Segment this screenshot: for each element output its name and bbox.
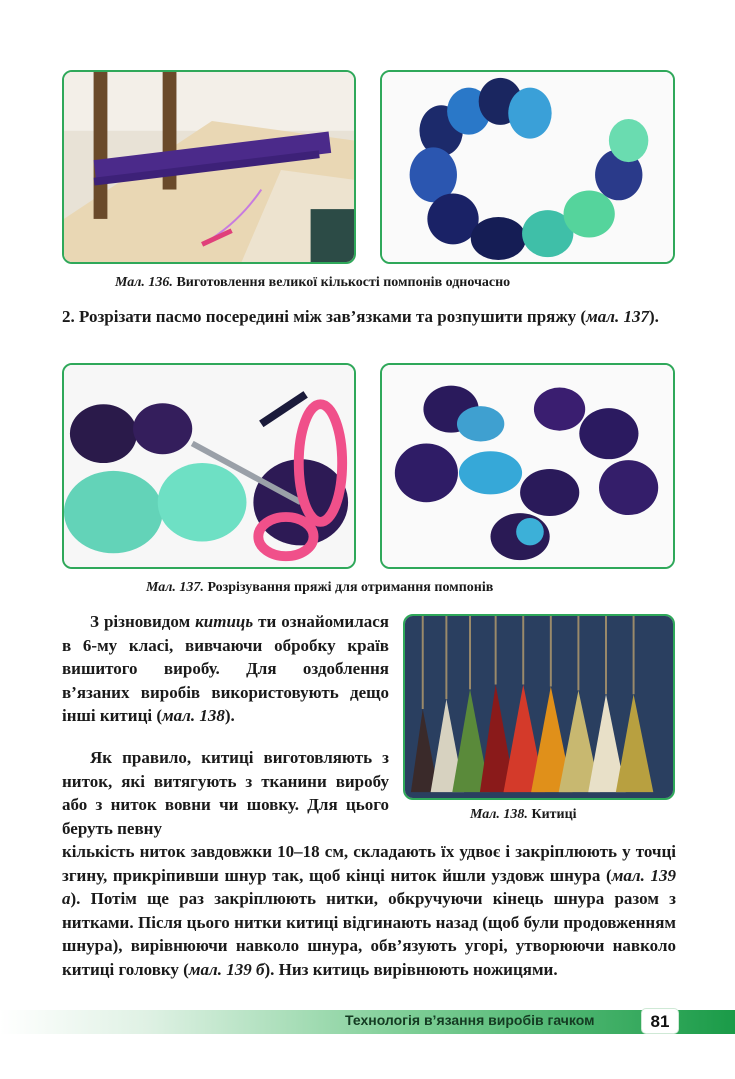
para2-a: Як правило, китиці виготовляють з ниток, які витягують з тканини виробу або з ниток вовни чи шовку. Для цього беруть певну xyxy=(62,748,389,838)
para1-a: З різновидом xyxy=(90,612,196,631)
paragraph-tassels-making xyxy=(62,746,389,840)
figure-137-caption xyxy=(146,580,493,596)
para3-b: ). Потім ще раз закріплюють нитки, обкручуючи кінець шнура разом з нитками. Після цього нитки китиці відгинають назад (щоб були продовженням шнура), вирівнюючи навколо шнура, обв’язують угорі, утворюючи навколо китиці головку ( xyxy=(62,889,676,979)
paragraph-tassels-intro xyxy=(62,610,389,728)
footer-book-title: Технологія в’язання виробів гачком xyxy=(345,1012,595,1028)
step-2-text-a: 2. Розрізати пасмо посередині між зав’язками та розпушити пряжу ( xyxy=(62,307,587,326)
photo-cutting-yarn xyxy=(62,363,356,569)
page-number: 81 xyxy=(641,1008,679,1034)
figure-136-caption xyxy=(115,275,510,291)
figure-138-caption xyxy=(470,807,577,823)
figure-138-label: Мал. 138. xyxy=(470,807,528,822)
photo-tassels xyxy=(403,614,675,800)
photo-pompon-chain xyxy=(380,70,675,264)
step-2-text xyxy=(62,305,676,329)
figure-137-text: Розрізування пряжі для отримання помпонів xyxy=(207,580,494,595)
term-tassels: китиць xyxy=(195,612,254,631)
figure-137-label: Мал. 137. xyxy=(146,580,204,595)
paragraph-tassels-steps xyxy=(62,840,676,981)
para1-c: ). xyxy=(224,706,235,725)
photo-cut-pompons xyxy=(380,363,675,569)
figure-136-text: Виготовлення великої кількості помпонів одночасно xyxy=(176,275,511,290)
step-2-text-b: ). xyxy=(648,307,659,326)
figure-138-text: Китиці xyxy=(531,807,577,822)
photo-yarn-wound-on-frame xyxy=(62,70,356,264)
para3-c: ). Низ китиць вирівнюють ножицями. xyxy=(264,959,558,979)
para3-ref1: мал. 139 а xyxy=(62,865,676,908)
para3-ref2: мал. 139 б xyxy=(188,959,265,979)
step-2-ref: мал. 137 xyxy=(586,307,649,326)
figure-136-label: Мал. 136. xyxy=(115,275,173,290)
para1-ref: мал. 138 xyxy=(162,706,225,725)
para3-a: кількість ниток завдовжки 10–18 см, складають їх удвоє і закріплюють у точці згину, прикріпивши шнур так, щоб кінці ниток йшли уздовж шнура ( xyxy=(62,842,676,885)
para1-b: ти ознайомилася в 6-му класі, вивчаючи обробку країв вишитого виробу. Для оздоблення в’язаних виробів використовують дещо інші китиці ( xyxy=(62,612,389,725)
